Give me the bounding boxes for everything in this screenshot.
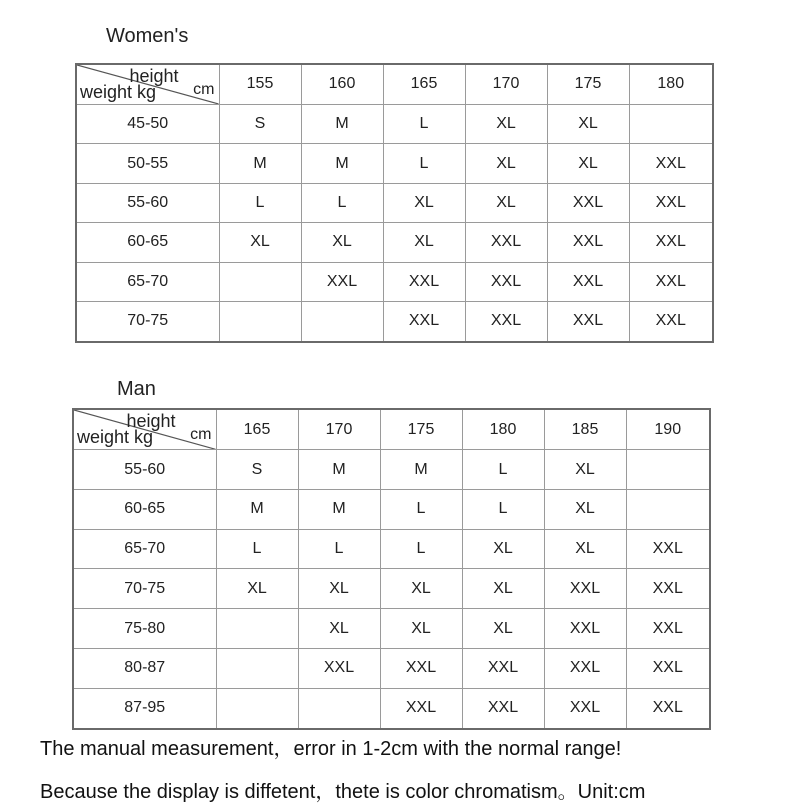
weight-range-cell: 70-75 [76,301,219,342]
size-cell: XL [383,183,465,222]
size-cell [216,688,298,729]
size-cell: XXL [626,569,710,609]
size-cell [298,688,380,729]
size-cell: M [216,490,298,530]
table-row [73,609,710,649]
size-cell [626,450,710,490]
size-cell: XXL [629,301,713,342]
size-cell: XXL [626,688,710,729]
size-cell [216,648,298,688]
table-row [76,301,713,342]
weight-range-cell: 45-50 [76,104,219,143]
weight-range-cell: 70-75 [73,569,216,609]
size-cell: XXL [301,262,383,301]
height-header-cell: 170 [298,409,380,450]
size-cell: XL [219,223,301,262]
size-cell: XL [380,569,462,609]
size-cell: XXL [544,688,626,729]
size-cell: XXL [626,648,710,688]
size-cell: S [216,450,298,490]
size-cell: L [462,490,544,530]
weight-range-cell: 65-70 [73,529,216,569]
weight-range-cell: 65-70 [76,262,219,301]
size-cell: L [383,144,465,183]
size-cell: XL [547,104,629,143]
size-cell [219,262,301,301]
men-size-table [72,408,711,730]
size-cell: L [298,529,380,569]
size-cell: M [301,104,383,143]
size-cell: XXL [465,301,547,342]
size-cell: XL [465,104,547,143]
height-header-cell: 190 [626,409,710,450]
size-cell: XXL [462,688,544,729]
corner-cell [76,64,219,104]
size-cell: M [219,144,301,183]
size-cell [216,609,298,649]
size-cell: XL [465,183,547,222]
size-cell: XL [462,529,544,569]
size-cell: XL [298,569,380,609]
height-axis-label: height [129,66,179,86]
weight-range-cell: 55-60 [73,450,216,490]
size-cell [301,301,383,342]
size-cell: XXL [298,648,380,688]
size-cell [629,104,713,143]
height-header-cell: 160 [301,64,383,104]
size-cell: XXL [547,262,629,301]
weight-axis-label: weight kg [80,81,157,102]
table-row [73,648,710,688]
size-cell: M [298,490,380,530]
size-cell: XXL [626,529,710,569]
height-header-cell: 155 [219,64,301,104]
header-row [76,64,713,104]
size-cell: XL [380,609,462,649]
size-cell: S [219,104,301,143]
height-header-cell: 175 [380,409,462,450]
size-cell: XXL [465,223,547,262]
size-cell: XL [298,609,380,649]
height-header-cell: 180 [629,64,713,104]
table-row [73,529,710,569]
size-cell: M [301,144,383,183]
size-cell: XL [465,144,547,183]
size-cell [219,301,301,342]
size-cell: M [380,450,462,490]
size-cell: L [216,529,298,569]
size-cell: XXL [462,648,544,688]
women-size-table [75,63,714,343]
weight-range-cell: 55-60 [76,183,219,222]
table-row [73,688,710,729]
header-row [73,409,710,450]
size-cell: XL [383,223,465,262]
color-note: Because the display is diffetent，thete is color chromatism。Unit:cm [40,781,646,803]
size-cell: L [219,183,301,222]
men-section-title: Man [117,378,156,400]
size-cell: XXL [380,688,462,729]
size-cell: XXL [383,301,465,342]
size-cell: XXL [547,301,629,342]
women-section-title: Women's [106,25,189,47]
size-cell: XXL [544,609,626,649]
size-cell: XL [301,223,383,262]
size-cell: L [383,104,465,143]
size-cell: XL [462,569,544,609]
size-cell: XL [544,490,626,530]
size-cell: XL [544,450,626,490]
size-cell: XL [462,609,544,649]
height-header-cell: 175 [547,64,629,104]
table-row [73,490,710,530]
size-cell [626,490,710,530]
size-cell: XXL [544,648,626,688]
size-cell: XXL [465,262,547,301]
size-cell: XXL [383,262,465,301]
table-row [76,262,713,301]
size-cell: XXL [629,183,713,222]
size-cell: XXL [380,648,462,688]
height-header-cell: 170 [465,64,547,104]
weight-range-cell: 87-95 [73,688,216,729]
size-cell: XL [216,569,298,609]
height-unit-label: cm [190,426,212,443]
size-cell: XXL [544,569,626,609]
size-cell: L [380,529,462,569]
size-cell: L [301,183,383,222]
height-header-cell: 165 [216,409,298,450]
size-cell: XXL [547,183,629,222]
height-header-cell: 165 [383,64,465,104]
table-row [76,183,713,222]
table-row [76,144,713,183]
size-cell: XXL [629,262,713,301]
table-row [73,450,710,490]
size-cell: XXL [547,223,629,262]
size-cell: L [380,490,462,530]
weight-axis-label: weight kg [77,427,154,448]
size-cell: XXL [629,144,713,183]
size-cell: XL [544,529,626,569]
size-cell: M [298,450,380,490]
weight-range-cell: 80-87 [73,648,216,688]
height-axis-label: height [126,411,176,431]
weight-range-cell: 60-65 [76,223,219,262]
weight-range-cell: 50-55 [76,144,219,183]
height-header-cell: 180 [462,409,544,450]
size-cell: XL [547,144,629,183]
table-row [76,104,713,143]
size-cell: XXL [626,609,710,649]
height-header-cell: 185 [544,409,626,450]
size-cell: L [462,450,544,490]
table-row [76,223,713,262]
corner-cell [73,409,216,450]
height-unit-label: cm [193,81,215,98]
weight-range-cell: 75-80 [73,609,216,649]
weight-range-cell: 60-65 [73,490,216,530]
measurement-note: The manual measurement，error in 1-2cm with the normal range! [40,738,622,760]
table-row [73,569,710,609]
size-cell: XXL [629,223,713,262]
